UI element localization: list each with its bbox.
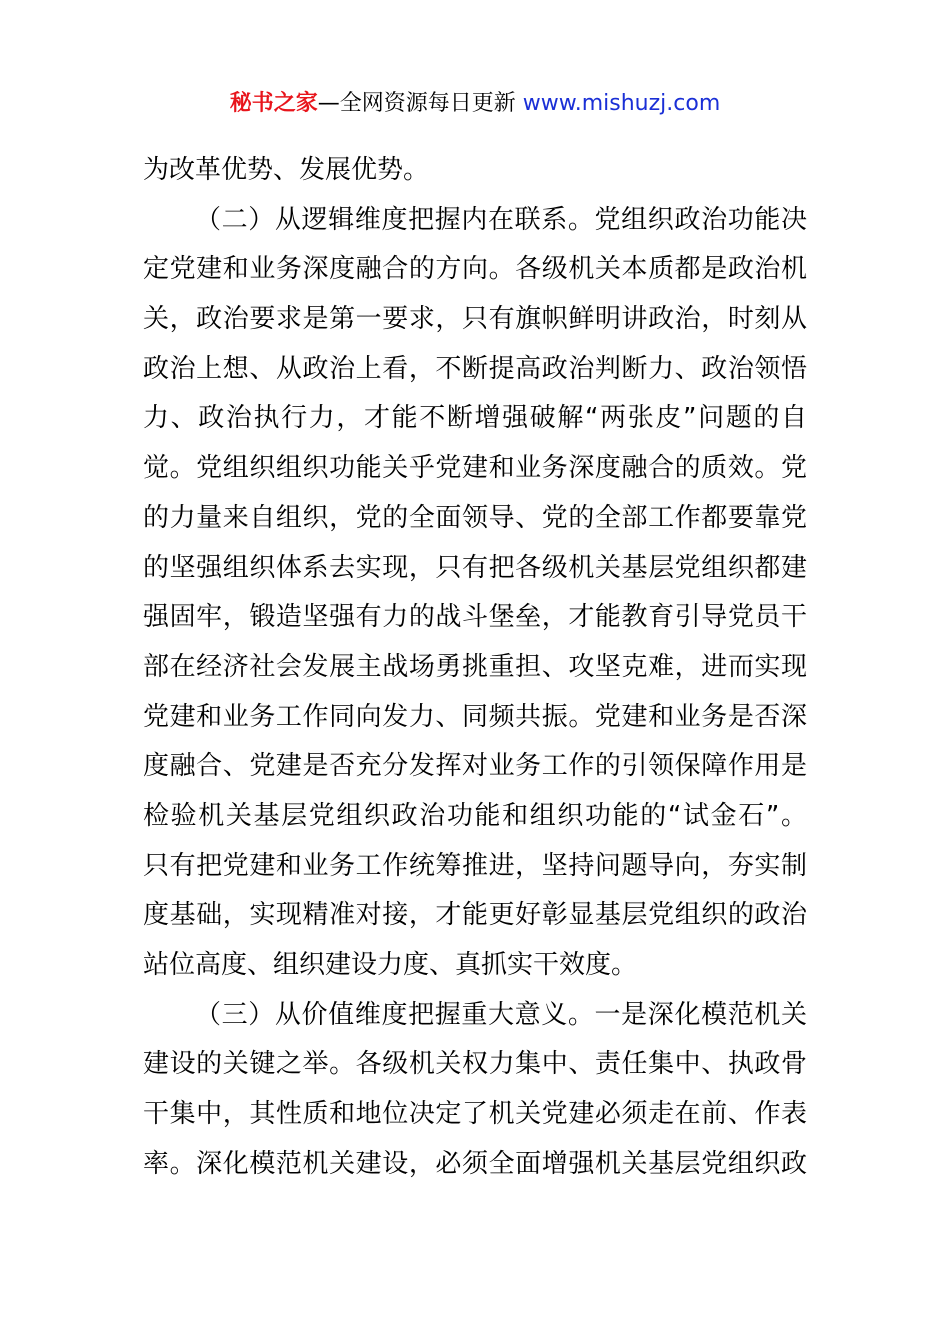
text-line: 度融合、党建是否充分发挥对业务工作的引领保障作用是 [143, 751, 807, 782]
body-text [143, 146, 807, 1189]
text-line: 建设的关键之举。各级机关权力集中、责任集中、执政骨 [143, 1049, 807, 1080]
brand-name: 秘书之家 [229, 91, 318, 116]
text-line: 的力量来自组织，党的全面领导、党的全部工作都要靠党 [143, 502, 807, 533]
paragraph-3-start: （三）从价值维度把握重大意义。一是深化模范机关 [195, 999, 807, 1030]
text-line: 党建和业务工作同向发力、同频共振。党建和业务是否深 [143, 701, 807, 732]
text-line: 觉。党组织组织功能关乎党建和业务深度融合的质效。党 [143, 453, 807, 484]
website-url[interactable]: www.mishuzj.com [522, 91, 721, 116]
text-line: 检验机关基层党组织政治功能和组织功能的“试金石”。 [143, 800, 807, 831]
header-slogan: —全网资源每日更新 [317, 91, 523, 116]
text-line: 干集中，其性质和地位决定了机关党建必须走在前、作表 [143, 1099, 807, 1130]
text-line: 强固牢，锻造坚强有力的战斗堡垒，才能教育引导党员干 [143, 602, 807, 633]
text-line: 部在经济社会发展主战场勇挑重担、攻坚克难，进而实现 [143, 651, 807, 682]
page-header [0, 86, 950, 122]
paragraph-2-start: （二）从逻辑维度把握内在联系。党组织政治功能决 [195, 204, 807, 235]
text-line: 政治上想、从政治上看，不断提高政治判断力、政治领悟 [143, 353, 807, 384]
text-line: 关，政治要求是第一要求，只有旗帜鲜明讲政治，时刻从 [143, 304, 807, 335]
text-line: 率。深化模范机关建设，必须全面增强机关基层党组织政 [143, 1148, 807, 1179]
text-line: 站位高度、组织建设力度、真抓实干效度。 [143, 950, 638, 980]
text-line: 为改革优势、发展优势。 [143, 155, 430, 185]
text-line: 定党建和业务深度融合的方向。各级机关本质都是政治机 [143, 254, 807, 285]
text-line: 度基础，实现精准对接，才能更好彰显基层党组织的政治 [143, 900, 807, 931]
text-line: 力、政治执行力，才能不断增强破解“两张皮”问题的自 [143, 403, 807, 434]
text-line: 的坚强组织体系去实现，只有把各级机关基层党组织都建 [143, 552, 807, 583]
text-line: 只有把党建和业务工作统筹推进，坚持问题导向，夯实制 [143, 850, 807, 881]
